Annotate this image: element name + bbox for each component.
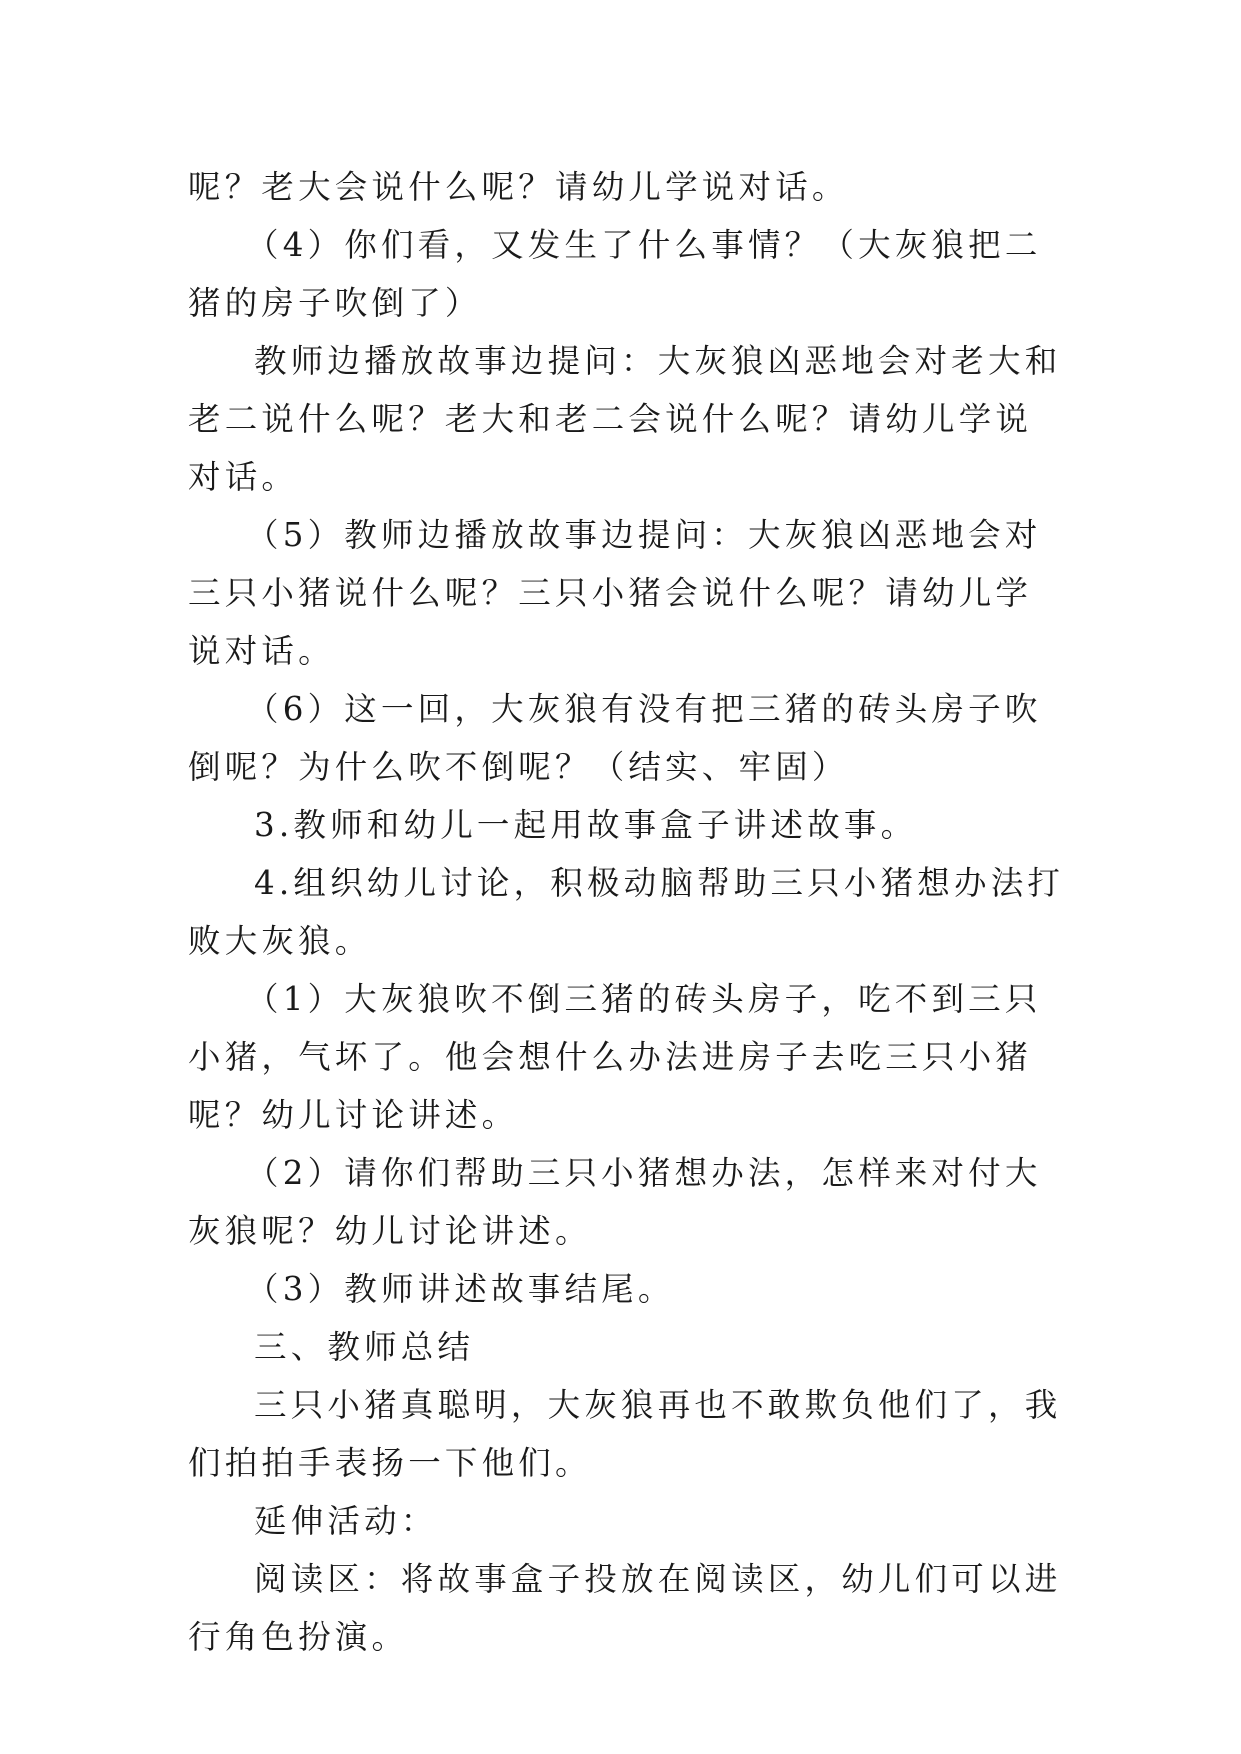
- paragraph: 4.组织幼儿讨论，积极动脑帮助三只小猪想办法打败大灰狼。: [188, 864, 1065, 960]
- section-heading: 三、教师总结: [254, 1328, 475, 1366]
- paragraph: 呢？老大会说什么呢？请幼儿学说对话。: [188, 168, 849, 206]
- paragraph: （1）大灰狼吹不倒三猪的砖头房子，吃不到三只小猪，气坏了。他会想什么办法进房子去吃三只小猪呢？幼儿讨论讲述。: [188, 980, 1042, 1134]
- paragraph: 3.教师和幼儿一起用故事盒子讲述故事。: [254, 806, 918, 844]
- paragraph: （4）你们看，又发生了什么事情？（大灰狼把二猪的房子吹倒了）: [188, 226, 1042, 322]
- section-heading: 延伸活动：: [254, 1502, 438, 1540]
- paragraph: （3）教师讲述故事结尾。: [246, 1270, 675, 1308]
- paragraph: （6）这一回，大灰狼有没有把三猪的砖头房子吹倒呢？为什么吹不倒呢？（结实、牢固）: [188, 690, 1042, 786]
- paragraph: （5）教师边播放故事边提问：大灰狼凶恶地会对三只小猪说什么呢？三只小猪会说什么呢？请幼儿学说对话。: [188, 516, 1042, 670]
- paragraph: 三只小猪真聪明，大灰狼再也不敢欺负他们了，我们拍拍手表扬一下他们。: [188, 1386, 1062, 1482]
- paragraph: 阅读区：将故事盒子投放在阅读区，幼儿们可以进行角色扮演。: [188, 1560, 1062, 1656]
- paragraph: 教师边播放故事边提问：大灰狼凶恶地会对老大和老二说什么呢？老大和老二会说什么呢？请幼儿学说对话。: [188, 342, 1062, 496]
- document-body: [188, 158, 1068, 1666]
- paragraph: （2）请你们帮助三只小猪想办法，怎样来对付大灰狼呢？幼儿讨论讲述。: [188, 1154, 1042, 1250]
